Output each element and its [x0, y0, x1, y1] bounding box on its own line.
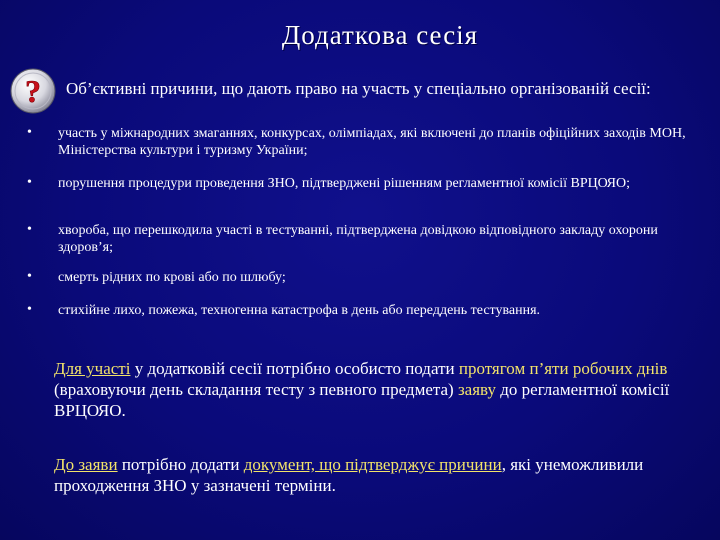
highlight-phrase: документ, що підтверджує причини [243, 455, 502, 474]
slide-title: Додаткова сесія [281, 20, 479, 50]
paragraph-text: до регламентної комісії ВРЦОЯО. [54, 380, 670, 420]
list-item-text: хвороба, що перешкодила участі в тестуванні, підтверджена довідкою відповідного закладу охорони здоров’я; [58, 223, 658, 255]
highlight-phrase: До заяви [54, 455, 118, 474]
list-item-text: порушення процедури проведення ЗНО, підтверджені рішенням регламентної комісії ВРЦОЯО; [58, 176, 631, 191]
submission-paragraph [54, 358, 704, 421]
bullet: • [27, 302, 32, 317]
highlight-phrase: заяву [457, 380, 496, 399]
svg-text:?: ? [25, 73, 41, 109]
list-item-text: смерть рідних по крові або по шлюбу; [58, 270, 286, 285]
paragraph-text: , які унеможливили проходження ЗНО у зазначені терміни. [54, 455, 644, 495]
paragraph-text: потрібно додати [117, 455, 244, 474]
bullet: • [27, 175, 32, 190]
bullet: • [27, 222, 32, 237]
bullet: • [27, 269, 32, 284]
paragraph-text: (враховуючи день складання тесту з певного предмета) [54, 380, 458, 399]
question-mark-icon [8, 66, 58, 116]
paragraph-text: у додатковій сесії потрібно особисто подати [130, 359, 459, 378]
list-item-text: стихійне лихо, пожежа, техногенна катастрофа в день або переддень тестування. [58, 303, 541, 318]
intro-text: Об’єктивні причини, що дають право на участь у спеціально організованій сесії: [66, 79, 651, 98]
bullet: • [27, 125, 32, 140]
highlight-phrase: протягом п’яти робочих днів [458, 359, 668, 378]
list-item-text: участь у міжнародних змаганнях, конкурсах, олімпіадах, які включені до планів офіційних заходів МОН, Міністерства культури і туризму України; [58, 126, 686, 158]
highlight-phrase: Для участі [54, 359, 131, 378]
document-paragraph [54, 454, 704, 496]
